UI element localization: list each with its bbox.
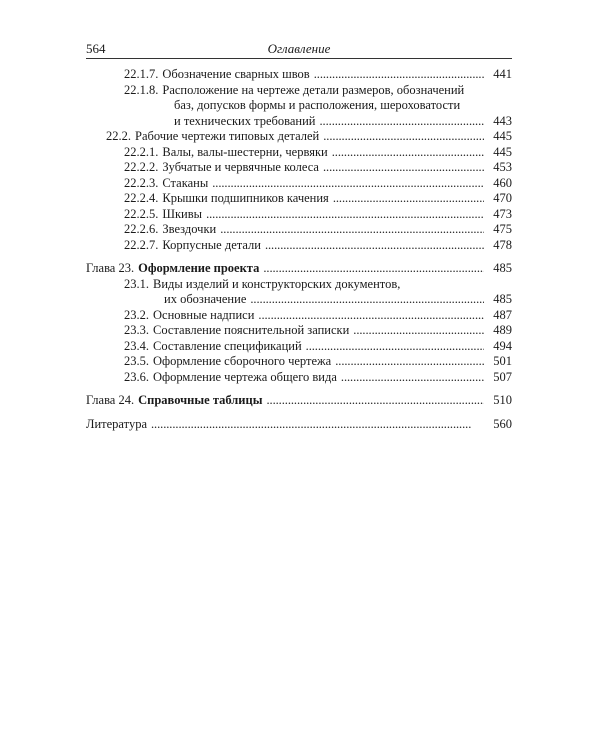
toc-entry-number: 23.6.	[124, 369, 149, 384]
toc-entry[interactable]	[86, 354, 512, 370]
toc-page-number: 443	[493, 113, 512, 128]
toc-page-number: 485	[493, 261, 512, 275]
toc-page-number: 560	[493, 416, 512, 431]
dot-leader	[266, 393, 484, 409]
toc-entry-title: Оформление чертежа общего вида	[153, 369, 337, 384]
toc-entry[interactable]	[86, 339, 512, 355]
dot-leader	[323, 160, 484, 176]
toc-entry-number: 23.5.	[124, 354, 149, 368]
toc-entry-title: Литература	[86, 416, 147, 431]
toc-entry[interactable]	[86, 323, 512, 339]
toc-page-number: 445	[493, 144, 512, 159]
toc-page-number: 489	[493, 323, 512, 337]
toc-entry-number: 22.2.6.	[124, 222, 159, 236]
dot-leader	[263, 261, 484, 277]
toc-entry-title: Обозначение сварных швов	[162, 67, 310, 81]
toc-entry-title: Звездочки	[162, 222, 217, 236]
toc-entry[interactable]	[86, 238, 512, 254]
toc-entry-title: их обозначение	[164, 292, 247, 306]
toc-entry[interactable]	[86, 207, 512, 223]
toc-entry-title: Крышки подшипников качения	[162, 191, 329, 205]
toc-page-number: 510	[493, 393, 512, 407]
toc-page-number: 475	[493, 222, 512, 236]
toc-entry-number: 22.2.3.	[124, 175, 159, 190]
toc-entry[interactable]	[86, 261, 512, 277]
toc-entry-number: Глава 23.	[86, 261, 135, 275]
running-title: Оглавление	[267, 41, 331, 56]
toc-entry-title: Рабочие чертежи типовых деталей	[135, 129, 320, 143]
toc-entry[interactable]	[86, 129, 512, 145]
toc-page-number: 453	[493, 160, 512, 174]
toc-entry[interactable]	[86, 67, 512, 83]
toc-entry-title: Оформление проекта	[138, 261, 260, 275]
toc-entry-number: 22.2.	[106, 129, 131, 143]
dot-leader	[212, 176, 484, 192]
toc-entry-number: 23.3.	[124, 323, 149, 337]
toc-page-number: 478	[493, 237, 512, 252]
dot-leader	[323, 129, 484, 145]
dot-leader	[220, 222, 484, 238]
dot-leader	[250, 292, 484, 308]
toc-entry-title: Составление спецификаций	[153, 338, 302, 353]
toc-entry[interactable]	[86, 370, 512, 386]
dot-leader	[258, 308, 484, 324]
toc-page-number: 460	[493, 175, 512, 190]
toc-entry-title: Основные надписи	[153, 307, 255, 322]
toc-page-number: 470	[493, 191, 512, 205]
toc-entry[interactable]	[86, 308, 512, 324]
toc-entry-title: Расположение на чертеже детали размеров, обозначений	[162, 82, 465, 97]
toc-entry-number: 22.2.2.	[124, 160, 159, 174]
dot-leader	[353, 323, 484, 339]
dot-leader	[314, 67, 484, 83]
toc-entry-number: 22.1.7.	[124, 67, 159, 81]
toc-entry-number: 22.1.8.	[124, 82, 159, 97]
page-number: 564	[86, 41, 106, 56]
toc-entry-number: Глава 24.	[86, 393, 135, 407]
toc-entry-number: 23.2.	[124, 307, 149, 322]
dot-leader	[206, 207, 484, 223]
toc-entry-title: Справочные таблицы	[138, 393, 263, 407]
toc-page-number: 501	[493, 354, 512, 368]
toc-entry-title: Составление пояснительной записки	[153, 323, 350, 337]
toc-entry-number: 22.2.5.	[124, 206, 159, 221]
toc-entry-title: Корпусные детали	[162, 237, 261, 252]
toc-entry[interactable]	[86, 222, 512, 238]
dot-leader	[341, 370, 484, 386]
toc-entry[interactable]	[86, 191, 512, 207]
toc-page-number: 445	[493, 129, 512, 143]
toc-page-number: 507	[493, 369, 512, 384]
toc-entry-number: 23.1.	[124, 276, 149, 291]
dot-leader	[332, 145, 484, 161]
toc-entry[interactable]	[86, 83, 512, 130]
toc-page-number: 487	[493, 307, 512, 322]
toc-entry[interactable]	[86, 160, 512, 176]
table-of-contents	[86, 67, 512, 432]
toc-entry[interactable]	[86, 417, 512, 433]
toc-entry[interactable]	[86, 277, 512, 308]
toc-page-number: 494	[493, 338, 512, 353]
dot-leader	[333, 191, 484, 207]
toc-entry[interactable]	[86, 176, 512, 192]
toc-entry-title: Оформление сборочного чертежа	[153, 354, 332, 368]
dot-leader	[320, 114, 485, 130]
toc-entry-number: 23.4.	[124, 338, 149, 353]
toc-page-number: 473	[493, 206, 512, 221]
toc-entry-number: 22.2.1.	[124, 144, 159, 159]
toc-entry[interactable]	[86, 145, 512, 161]
toc-page-number: 485	[493, 292, 512, 306]
toc-entry-title: Валы, валы-шестерни, червяки	[162, 144, 328, 159]
dot-leader	[335, 354, 484, 370]
toc-page-number: 441	[493, 67, 512, 81]
toc-entry-title: баз, допусков формы и расположения, шероховатости	[174, 98, 461, 112]
page-header	[86, 40, 512, 59]
toc-entry-title: Стаканы	[162, 175, 209, 190]
toc-entry[interactable]	[86, 393, 512, 409]
toc-entry-title: Шкивы	[162, 206, 203, 221]
dot-leader	[265, 238, 484, 254]
toc-entry-number: 22.2.7.	[124, 237, 159, 252]
dot-leader	[151, 417, 484, 433]
toc-entry-title: и технических требований	[174, 113, 316, 128]
dot-leader	[306, 339, 484, 355]
toc-entry-title: Виды изделий и конструкторских документов,	[153, 276, 401, 291]
toc-entry-number: 22.2.4.	[124, 191, 159, 205]
toc-entry-title: Зубчатые и червячные колеса	[162, 160, 319, 174]
